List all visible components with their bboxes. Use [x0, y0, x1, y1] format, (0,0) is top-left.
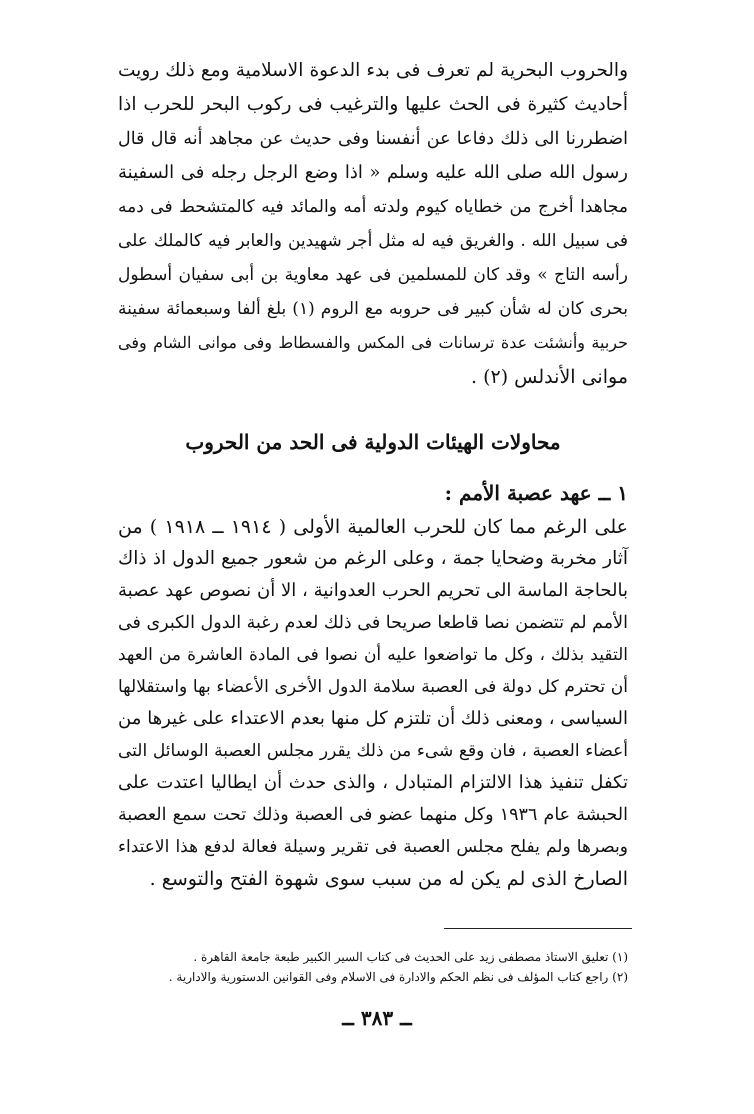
paragraph-line: اضطررنا الى ذلك دفاعا عن أنفسنا وفى حديث عن مجاهد أنه قال قال	[118, 129, 628, 149]
paragraph-line: الحبشة عام ١٩٣٦ وكل منهما عضو فى العصبة وذلك تحت سمع العصبة	[118, 805, 629, 825]
paragraph-line: تكفل تنفيذ هذا الالتزام المتبادل ، والذى حدث أن ايطاليا اعتدت على	[118, 772, 628, 793]
paragraph-line: التقيد بذلك ، وكل ما تواضعوا عليه أن نصوا فى المادة العاشرة من العهد	[118, 645, 628, 665]
paragraph-line: رسول الله صلى الله عليه وسلم « اذا وضع الرجل رجله فى السفينة	[118, 162, 628, 183]
paragraph-line: فى سبيل الله . والغريق فيه له مثل أجر شهيدين والعابر فيه كالملك على	[118, 231, 628, 251]
subsection-heading: ١ ــ عهد عصبة الأمم :	[444, 481, 628, 505]
footnote-separator	[444, 928, 632, 929]
paragraph-line: والحروب البحرية لم تعرف فى بدء الدعوة الاسلامية ومع ذلك رويت	[118, 60, 628, 81]
paragraph-line: وبصرها ولم يفلح مجلس العصبة فى تقرير وسيلة فعالة لدفع هذا الاعتداء	[118, 837, 628, 857]
page-number: ــ ٣٨٣ ــ	[342, 1006, 412, 1030]
paragraph-line: رأسه التاج » وقد كان للمسلمين فى عهد معاوية بن أبى سفيان أسطول	[118, 265, 628, 285]
paragraph-line: موانى الأندلس (٢) .	[471, 366, 628, 388]
footnote-1: (١) تعليق الاستاذ مصطفى زيد على الحديث فى كتاب السير الكبير طبعة جامعة القاهرة .	[193, 950, 628, 964]
paragraph-line: بالحاجة الماسة الى تحريم الحرب العدوانية ، الا أن نصوص عهد عصبة	[118, 580, 628, 601]
section-heading: محاولات الهيئات الدولية فى الحد من الحروب	[185, 430, 561, 454]
paragraph-line: مجاهدا أخرج من خطاياه كيوم ولدته أمه والمائد فيه كالمتشحط فى دمه	[118, 197, 628, 217]
footnote-2: (٢) راجع كتاب المؤلف فى نظم الحكم والادارة فى الاسلام وفى القوانين الدستورية والادارية .	[168, 970, 628, 984]
paragraph-line: الصارخ الذى لم يكن له من سبب سوى شهوة الفتح والتوسع .	[149, 868, 628, 890]
paragraph-line: بحرى كان له شأن كبير فى حروبه مع الروم (١) بلغ ألفا وسبعمائة سفينة	[118, 299, 628, 319]
paragraph-line: أعضاء العصبة ، فان وقع شىء من ذلك يقرر مجلس العصبة الوسائل التى	[118, 741, 628, 761]
paragraph-line: أن تحترم كل دولة فى العصبة سلامة الدول الأخرى الأعضاء بها واستقلالها	[118, 677, 628, 697]
paragraph-line: حربية وأنشئت عدة ترسانات فى المكس والفسطاط وفى موانى الشام وفى	[118, 333, 628, 352]
paragraph-line: الأمم لم تتضمن نصا قاطعا صريحا فى ذلك لعدم رغبة الدول الكبرى فى	[117, 613, 628, 633]
paragraph-line: على الرغم مما كان للحرب العالمية الأولى ( ١٩١٤ ــ ١٩١٨ ) من	[118, 516, 628, 538]
paragraph-line: أحاديث كثيرة فى الحث عليها والترغيب فى ركوب البحر للحرب اذا	[118, 94, 628, 115]
paragraph-line: السياسى ، ومعنى ذلك أن تلتزم كل منها بعدم الاعتداء على غيرها من	[118, 708, 628, 729]
paragraph-line: آثار مخربة وضحايا جمة ، وعلى الرغم من شعور جميع الدول اذ ذاك	[118, 548, 628, 569]
